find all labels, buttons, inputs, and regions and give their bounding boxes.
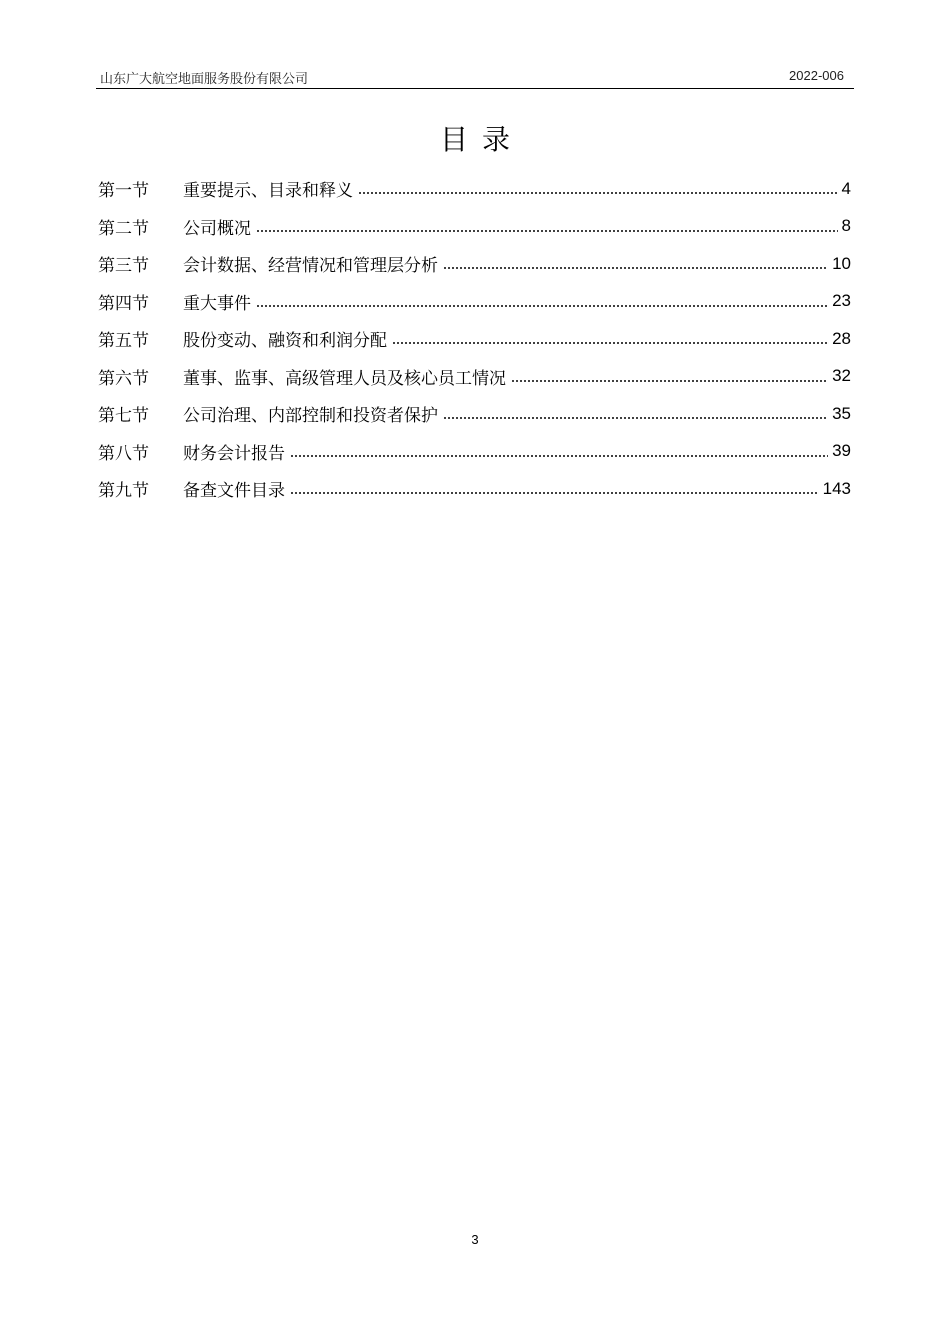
toc-section-number: 第八节	[98, 443, 149, 464]
dot-leader	[443, 417, 828, 419]
toc-section-heading: 重大事件	[183, 293, 251, 314]
toc-title: 目录	[439, 123, 524, 156]
toc-section-number: 第一节	[98, 181, 149, 202]
page-header	[96, 64, 854, 89]
dot-leader	[256, 305, 828, 307]
toc-page-number: 10	[832, 253, 851, 273]
toc-section-heading: 董事、监事、高级管理人员及核心员工情况	[183, 368, 506, 389]
toc-section-number: 第五节	[98, 331, 149, 352]
toc-page-number: 28	[832, 328, 851, 348]
dot-leader	[392, 342, 828, 344]
toc-section-heading: 财务会计报告	[183, 443, 285, 464]
toc-section-number: 第六节	[98, 368, 149, 389]
toc-section-heading: 备查文件目录	[183, 481, 285, 502]
toc-page-number: 35	[832, 403, 851, 423]
toc-section-number: 第九节	[98, 481, 149, 502]
toc-entry[interactable]	[98, 470, 851, 508]
toc-section-heading: 股份变动、融资和利润分配	[183, 331, 387, 352]
toc-section-number: 第三节	[98, 256, 149, 277]
toc-entry[interactable]	[98, 283, 851, 321]
toc-entry[interactable]	[98, 170, 851, 208]
toc-page-number: 23	[832, 291, 851, 311]
toc-page-number: 39	[832, 441, 851, 461]
toc-entry[interactable]	[98, 433, 851, 471]
dot-leader	[290, 455, 828, 457]
toc-page-number: 32	[832, 366, 851, 386]
toc-page-number: 4	[841, 178, 851, 198]
toc-section-heading: 会计数据、经营情况和管理层分析	[183, 256, 438, 277]
toc-section-number: 第七节	[98, 406, 149, 427]
header-document-code: 2022-006	[789, 68, 844, 83]
toc-section-number: 第四节	[98, 293, 149, 314]
toc-page-number: 143	[822, 478, 851, 498]
toc-entry[interactable]	[98, 395, 851, 433]
dot-leader	[358, 192, 838, 194]
toc-section-number: 第二节	[98, 218, 149, 239]
dot-leader	[256, 230, 838, 232]
dot-leader	[511, 380, 828, 382]
toc-section-heading: 公司治理、内部控制和投资者保护	[183, 406, 438, 427]
dot-leader	[443, 267, 828, 269]
toc-section-heading: 重要提示、目录和释义	[183, 181, 353, 202]
toc-entry[interactable]	[98, 208, 851, 246]
toc-entry[interactable]	[98, 320, 851, 358]
page-number: 3	[471, 1232, 479, 1247]
toc-entry[interactable]	[98, 245, 851, 283]
toc-section-heading: 公司概况	[183, 218, 251, 239]
table-of-contents	[98, 170, 851, 508]
toc-page-number: 8	[841, 216, 851, 236]
toc-entry[interactable]	[98, 358, 851, 396]
header-company-name: 山东广大航空地面服务股份有限公司	[100, 72, 309, 87]
dot-leader	[290, 492, 819, 494]
